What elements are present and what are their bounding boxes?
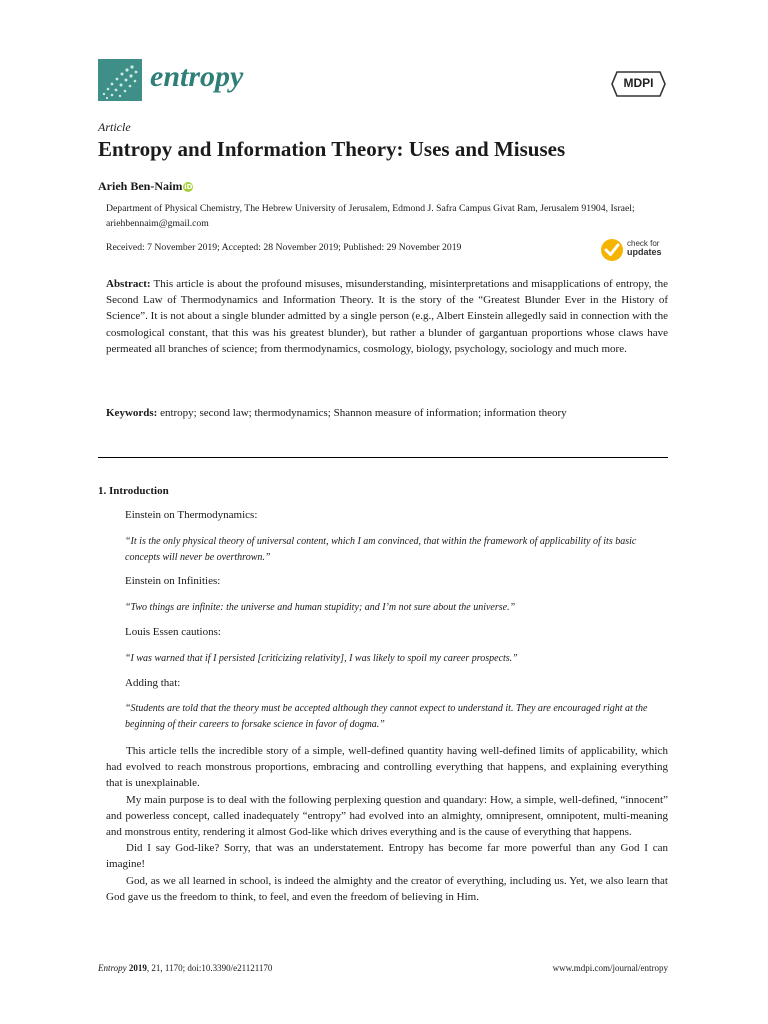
quote-3: “I was warned that if I persisted [criticizing relativity], I was likely to spoil my career prospects.” (125, 653, 518, 664)
check-updates-line2: updates (627, 247, 662, 257)
paragraph: Did I say God-like? Sorry, that was an understatement. Entropy has become far more powerful than any God I can imagine! (106, 842, 668, 871)
abstract-text: This article is about the profound misuses, misunderstanding, misinterpretations and misapplications of entropy, the Second Law of Thermodynamics and Information Theory. It is the story of the “Greatest Blunder Ever in the History of Science”. It is not about a single blunder admitted by a single person (e.g., Albert Einstein allegedly said in connection with the cosmological constant, that this was his greatest blunder), but rather a blunder of gargantuan proportions whose claws have permeated all branches of science; from thermodynamics, cosmology, biology, psychology, sociology and much more. (106, 278, 668, 355)
author (98, 179, 193, 194)
footer-doi: , 21, 1170; doi:10.3390/e21121170 (146, 963, 273, 973)
keywords-text: entropy; second law; thermodynamics; Shannon measure of information; information theory (157, 407, 567, 419)
journal-name: entropy (150, 60, 244, 93)
footer-url[interactable]: www.mdpi.com/journal/entropy (552, 963, 668, 973)
body-text (106, 743, 668, 905)
check-updates-icon (600, 237, 626, 263)
footer-year: 2019 (128, 963, 147, 973)
orcid-icon[interactable]: iD (184, 183, 193, 191)
quote-lead-2: Einstein on Infinities: (125, 575, 221, 587)
check-updates-line1: check for (627, 239, 660, 248)
paragraph: My main purpose is to deal with the following perplexing question and quandary: How, a simple, well-defined, “innocent” and powerless concept, called inadequately “entropy” had evolved into an almighty, omnipresent, omnipotent, multi-meaning and monstrous entity, rendering it almost God-like which drives everything and is the cause of everything that happens. (106, 793, 668, 839)
quote-lead-1: Einstein on Thermodynamics: (125, 509, 258, 521)
section-divider (98, 457, 668, 458)
check-updates-label[interactable] (627, 239, 662, 257)
page-title: Entropy and Information Theory: Uses and Misuses (98, 137, 566, 161)
article-type: Article (98, 120, 131, 134)
keywords (106, 405, 668, 421)
quote-lead-3: Louis Essen cautions: (125, 626, 221, 638)
abstract (106, 276, 668, 357)
publication-dates: Received: 7 November 2019; Accepted: 28 November 2019; Published: 29 November 2019 (106, 242, 462, 253)
quote-1: “It is the only physical theory of universal content, which I am convinced, that within the framework of applicability of its basic concepts will never be overthrown.” (125, 536, 637, 563)
paragraph: God, as we all learned in school, is indeed the almighty and the creator of everything, including us. Yet, we also learn that God gave us the freedom to think, to feel, and even the freedom of believing in Him. (106, 874, 668, 903)
keywords-label: Keywords: (106, 407, 158, 419)
publisher-name: MDPI (623, 76, 654, 90)
abstract-label: Abstract: (106, 278, 151, 290)
section-heading: 1. Introduction (98, 485, 169, 497)
author-name: Arieh Ben-Naim (98, 179, 183, 193)
quote-4: “Students are told that the theory must be accepted although they cannot expect to understand it. They are encouraged right at the beginning of their careers to forsake science in favor of dogma.” (125, 703, 648, 730)
footer-journal: Entropy (98, 963, 127, 973)
journal-logo-icon (98, 59, 142, 101)
quote-2: “Two things are infinite: the universe and human stupidity; and I’m not sure about the universe.” (125, 602, 516, 613)
paragraph: This article tells the incredible story of a simple, well-defined quantity having well-defined limits of applicability, which had evolved to reach monstrous proportions, embracing and controlling everything that happens, and explaining everything that is unexplainable. (106, 745, 668, 790)
footer-citation (98, 963, 272, 973)
affiliation: Department of Physical Chemistry, The Hebrew University of Jerusalem, Edmond J. Safra Campus Givat Ram, Jerusalem 91904, Israel; ariehbennaim@gmail.com (106, 203, 635, 229)
quote-lead-4: Adding that: (125, 677, 181, 689)
